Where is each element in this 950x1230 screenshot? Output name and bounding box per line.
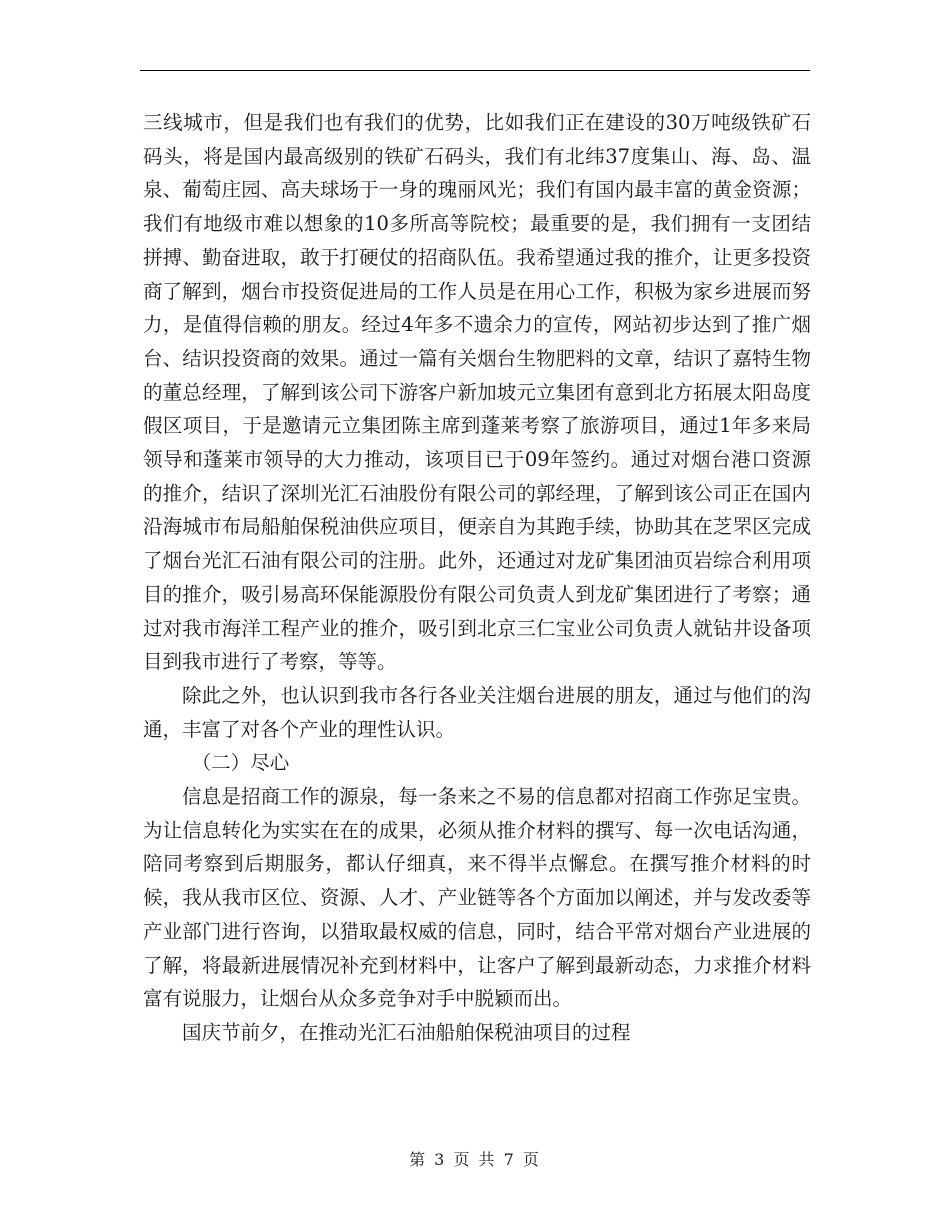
section-heading: （二）尽心 — [191, 751, 290, 775]
paragraph-1: 三线城市，但是我们也有我们的优势，比如我们正在建设的30万吨级铁矿石码头，将是国内最高级别的铁矿石码头，我们有北纬37度集山、海、岛、温泉、葡萄庄园、高夫球场于一身的瑰丽风光；我们有国内最丰富的黄金资源；我们有地级市难以想象的10多所高等院校；最重要的是，我们拥有一支团结拼搏、勤奋进取，敢于打硬仗的招商队伍。我希望通过我的推介，让更多投资商了解到，烟台市投资促进局的工作人员是在用心工作，积极为家乡进展而努力，是值得信赖的朋友。经过4年多不遗余力的宣传，网站初步达到了推广烟台、结识投资商的效果。通过一篇有关烟台生物肥料的文章，结识了嘉特生物的董总经理，了解到该公司下游客户新加坡元立集团有意到北方拓展太阳岛度假区项目，于是邀请元立集团陈主席到蓬莱考察了旅游项目，通过1年多来局领导和蓬莱市领导的大力推动，该项目已于09年签约。通过对烟台港口资源的推介，结识了深圳光汇石油股份有限公司的郭经理，了解到该公司正在国内沿海城市布局船舶保税油供应项目，便亲自为其跑手续，协助其在芝罘区完成了烟台光汇石油有限公司的注册。此外，还通过对龙矿集团油页岩综合利用项目的推介，吸引易高环保能源股份有限公司负责人到龙矿集团进行了考察；通过对我市海洋工程产业的推介，吸引到北京三仁宝业公司负责人就钻井设备项目到我市进行了考察，等等。 — [143, 111, 811, 674]
paragraph-2: 除此之外，也认识到我市各行各业关注烟台进展的朋友，通过与他们的沟通，丰富了对各个产业的理性认识。 — [143, 683, 811, 741]
paragraph-3: 信息是招商工作的源泉，每一条来之不易的信息都对招商工作弥足宝贵。为让信息转化为实实在在的成果，必须从推介材料的撰写、每一次电话沟通，陪同考察到后期服务，都认仔细真，来不得半点懈怠。在撰写推介材料的时候，我从我市区位、资源、人才、产业链等各个方面加以阐述，并与发改委等产业部门进行咨询，以猎取最权威的信息，同时，结合平常对烟台产业进展的了解，将最新进展情况补充到材料中，让客户了解到最新动态，力求推介材料富有说服力，让烟台从众多竞争对手中脱颖而出。 — [143, 785, 811, 1011]
document-body — [143, 106, 811, 1050]
page-number-footer: 第 3 页 共 7 页 — [409, 1150, 541, 1169]
header-rule — [140, 70, 810, 71]
paragraph-4: 国庆节前夕，在推动光汇石油船舶保税油项目的过程 — [182, 1020, 631, 1044]
